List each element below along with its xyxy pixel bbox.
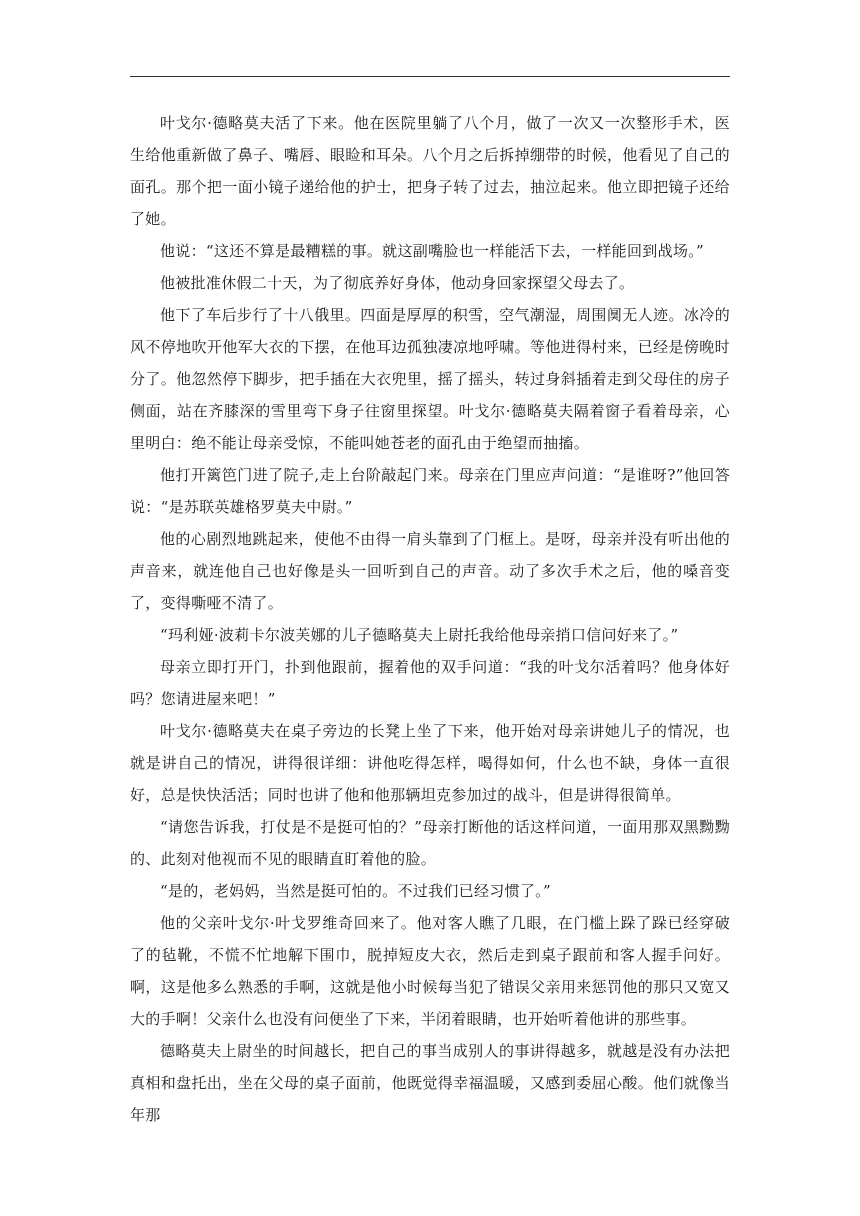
header-rule [130,76,730,77]
paragraph: 他的父亲叶戈尔·叶戈罗维奇回来了。他对客人瞧了几眼，在门槛上跺了跺已经穿破了的毡靴，不慌不忙地解下围巾，脱掉短皮大衣，然后走到桌子跟前和客人握手问好。啊，这是他多么熟悉的手啊，这就是他小时候每当犯了错误父亲用来惩罚他的那只又宽又大的手啊！父亲什么也没有问便坐了下来，半闭着眼睛，也开始听着他讲的那些事。 [130,914,730,1028]
paragraph: 叶戈尔·德略莫夫在桌子旁边的长凳上坐了下来，他开始对母亲讲她儿子的情况，也就是讲自己的情况，讲得很详细：讲他吃得怎样，喝得如何，什么也不缺，身体一直很好，总是快快活活；同时也讲了他和他那辆坦克参加过的战斗，但是讲得很简单。 [130,722,730,804]
paragraph: 他的心剧烈地跳起来，使他不由得一肩头靠到了门框上。是呀，母亲并没有听出他的声音来，就连他自己也好像是头一回听到自己的声音。动了多次手术之后，他的嗓音变了，变得嘶哑不清了。 [130,530,730,612]
article-body [130,107,730,1131]
paragraph: “是的，老妈妈，当然是挺可怕的。不过我们已经习惯了。” [160,882,551,900]
paragraph: 他说：“这还不算是最糟糕的事。就这副嘴脸也一样能活下去，一样能回到战场。” [160,242,704,260]
paragraph: 他被批准休假二十天，为了彻底养好身体，他动身回家探望父母去了。 [160,274,635,292]
paragraph: 他下了车后步行了十八俄里。四面是厚厚的积雪，空气潮湿，周围阒无人迹。冰冷的风不停地吹开他军大衣的下摆，在他耳边孤独凄凉地呼啸。等他进得村来，已经是傍晚时分了。他忽然停下脚步，把手插在大衣兜里，摇了摇头，转过身斜插着走到父母住的房子侧面，站在齐膝深的雪里弯下身子往窗里探望。叶戈尔·德略莫夫隔着窗子看着母亲，心里明白：绝不能让母亲受惊，不能叫她苍老的面孔由于绝望而抽搐。 [130,306,730,452]
paragraph: 他打开篱笆门进了院子,走上台阶敲起门来。母亲在门里应声问道：“是谁呀?”他回答说：“是苏联英雄格罗莫夫中尉。” [130,466,730,516]
paragraph: 母亲立即打开门，扑到他跟前，握着他的双手问道：“我的叶戈尔活着吗？他身体好吗？您请进屋来吧！” [130,658,730,708]
paragraph: “玛利娅·波莉卡尔波芙娜的儿子德略莫夫上尉托我给他母亲捎口信问好来了。” [160,626,679,644]
paragraph: 德略莫夫上尉坐的时间越长，把自己的事当成别人的事讲得越多，就越是没有办法把真相和盘托出，坐在父母的桌子面前，他既觉得幸福温暖，又感到委屈心酸。他们就像当年那 [130,1042,730,1124]
paragraph: “请您告诉我，打仗是不是挺可怕的？”母亲打断他的话这样问道，一面用那双黑黝黝的、此刻对他视而不见的眼睛直盯着他的脸。 [130,818,730,868]
paragraph: 叶戈尔·德略莫夫活了下来。他在医院里躺了八个月，做了一次又一次整形手术，医生给他重新做了鼻子、嘴唇、眼睑和耳朵。八个月之后拆掉绷带的时候，他看见了自己的面孔。那个把一面小镜子递给他的护士，把身子转了过去，抽泣起来。他立即把镜子还给了她。 [130,114,730,228]
